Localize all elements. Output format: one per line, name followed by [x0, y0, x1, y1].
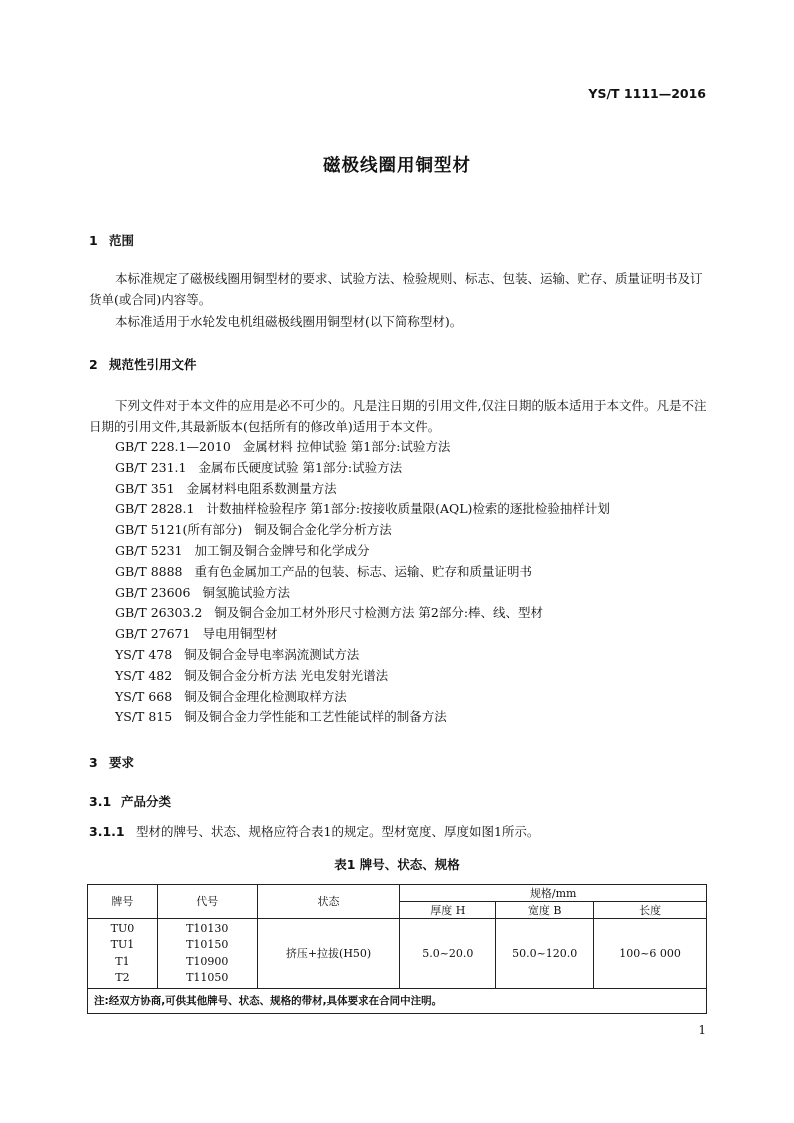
reference-item: YS/T 815 铜及铜合金力学性能和工艺性能试样的制备方法 [115, 709, 447, 725]
section-2-heading [89, 355, 197, 373]
clause-number: 3.1.1 [89, 824, 125, 839]
header-thickness: 厚度 H [400, 902, 496, 919]
reference-item: GB/T 5121(所有部分) 铜及铜合金化学分析方法 [115, 522, 392, 538]
subsection-title: 产品分类 [121, 794, 172, 809]
section-3-heading [89, 753, 134, 771]
reference-item: GB/T 27671 导电用铜型材 [115, 626, 278, 642]
section-title: 要求 [109, 755, 135, 770]
table-1 [87, 884, 707, 1014]
header-width: 宽度 B [496, 902, 594, 919]
thickness-cell: 5.0~20.0 [400, 919, 496, 989]
header-length: 长度 [594, 902, 707, 919]
header-temper: 状态 [257, 885, 400, 919]
table-note: 注:经双方协商,可供其他牌号、状态、规格的带材,具体要求在合同中注明。 [88, 989, 707, 1014]
reference-item: GB/T 228.1—2010 金属材料 拉伸试验 第1部分:试验方法 [115, 439, 451, 454]
clause-3-1-1 [89, 822, 539, 840]
subsection-number: 3.1 [89, 794, 112, 809]
reference-item: GB/T 8888 重有色金属加工产品的包装、标志、运输、贮存和质量证明书 [115, 563, 533, 579]
reference-item: GB/T 26303.2 铜及铜合金加工材外形尺寸检测方法 第2部分:棒、线、型材 [115, 605, 544, 621]
clause-text: 型材的牌号、状态、规格应符合表1的规定。型材宽度、厚度如图1所示。 [136, 824, 540, 839]
reference-item: GB/T 23606 铜氢脆试验方法 [115, 584, 290, 600]
section-title: 规范性引用文件 [109, 357, 197, 372]
reference-item: GB/T 231.1 金属布氏硬度试验 第1部分:试验方法 [115, 459, 403, 475]
section-1-heading [89, 231, 134, 249]
grade-cell: TU0 TU1 T1 T2 [88, 919, 158, 989]
subsection-3-1-heading [89, 792, 171, 810]
header-spec: 规格/mm [400, 885, 707, 902]
table-1-caption: 表1 牌号、状态、规格 [334, 857, 460, 872]
section-number: 1 [89, 233, 98, 248]
code-cell: T10130 T10150 T10900 T11050 [157, 919, 257, 989]
header-grade: 牌号 [88, 885, 158, 919]
section-1-paragraph-2: 本标准适用于水轮发电机组磁极线圈用铜型材(以下简称型材)。 [115, 314, 463, 329]
header-code: 代号 [157, 885, 257, 919]
section-title: 范围 [109, 233, 135, 248]
section-2-intro: 下列文件对于本文件的应用是必不可少的。凡是注日期的引用文件,仅注日期的版本适用于本文件。凡是不注日期的引用文件,其最新版本(包括所有的修改单)适用于本文件。 [89, 398, 707, 434]
section-number: 3 [89, 755, 98, 770]
reference-item: GB/T 5231 加工铜及铜合金牌号和化学成分 [115, 542, 370, 558]
standard-code: YS/T 1111—2016 [588, 86, 706, 101]
temper-cell: 挤压+拉拔(H50) [257, 919, 400, 989]
reference-item: YS/T 478 铜及铜合金导电率涡流测试方法 [115, 646, 360, 662]
reference-item: GB/T 351 金属材料电阻系数测量方法 [115, 480, 337, 496]
length-cell: 100~6 000 [594, 919, 707, 989]
reference-item: YS/T 668 铜及铜合金理化检测取样方法 [115, 688, 347, 704]
document-title: 磁极线圈用铜型材 [323, 156, 471, 176]
width-cell: 50.0~120.0 [496, 919, 594, 989]
section-1-paragraph-1: 本标准规定了磁极线圈用铜型材的要求、试验方法、检验规则、标志、包装、运输、贮存、质量证明书及订货单(或合同)内容等。 [89, 271, 703, 307]
reference-item: YS/T 482 铜及铜合金分析方法 光电发射光谱法 [115, 667, 389, 683]
page-number: 1 [698, 1023, 706, 1037]
reference-item: GB/T 2828.1 计数抽样检验程序 第1部分:按接收质量限(AQL)检索的逐批检验抽样计划 [115, 501, 610, 517]
section-number: 2 [89, 357, 98, 372]
normative-references-list [115, 437, 610, 728]
